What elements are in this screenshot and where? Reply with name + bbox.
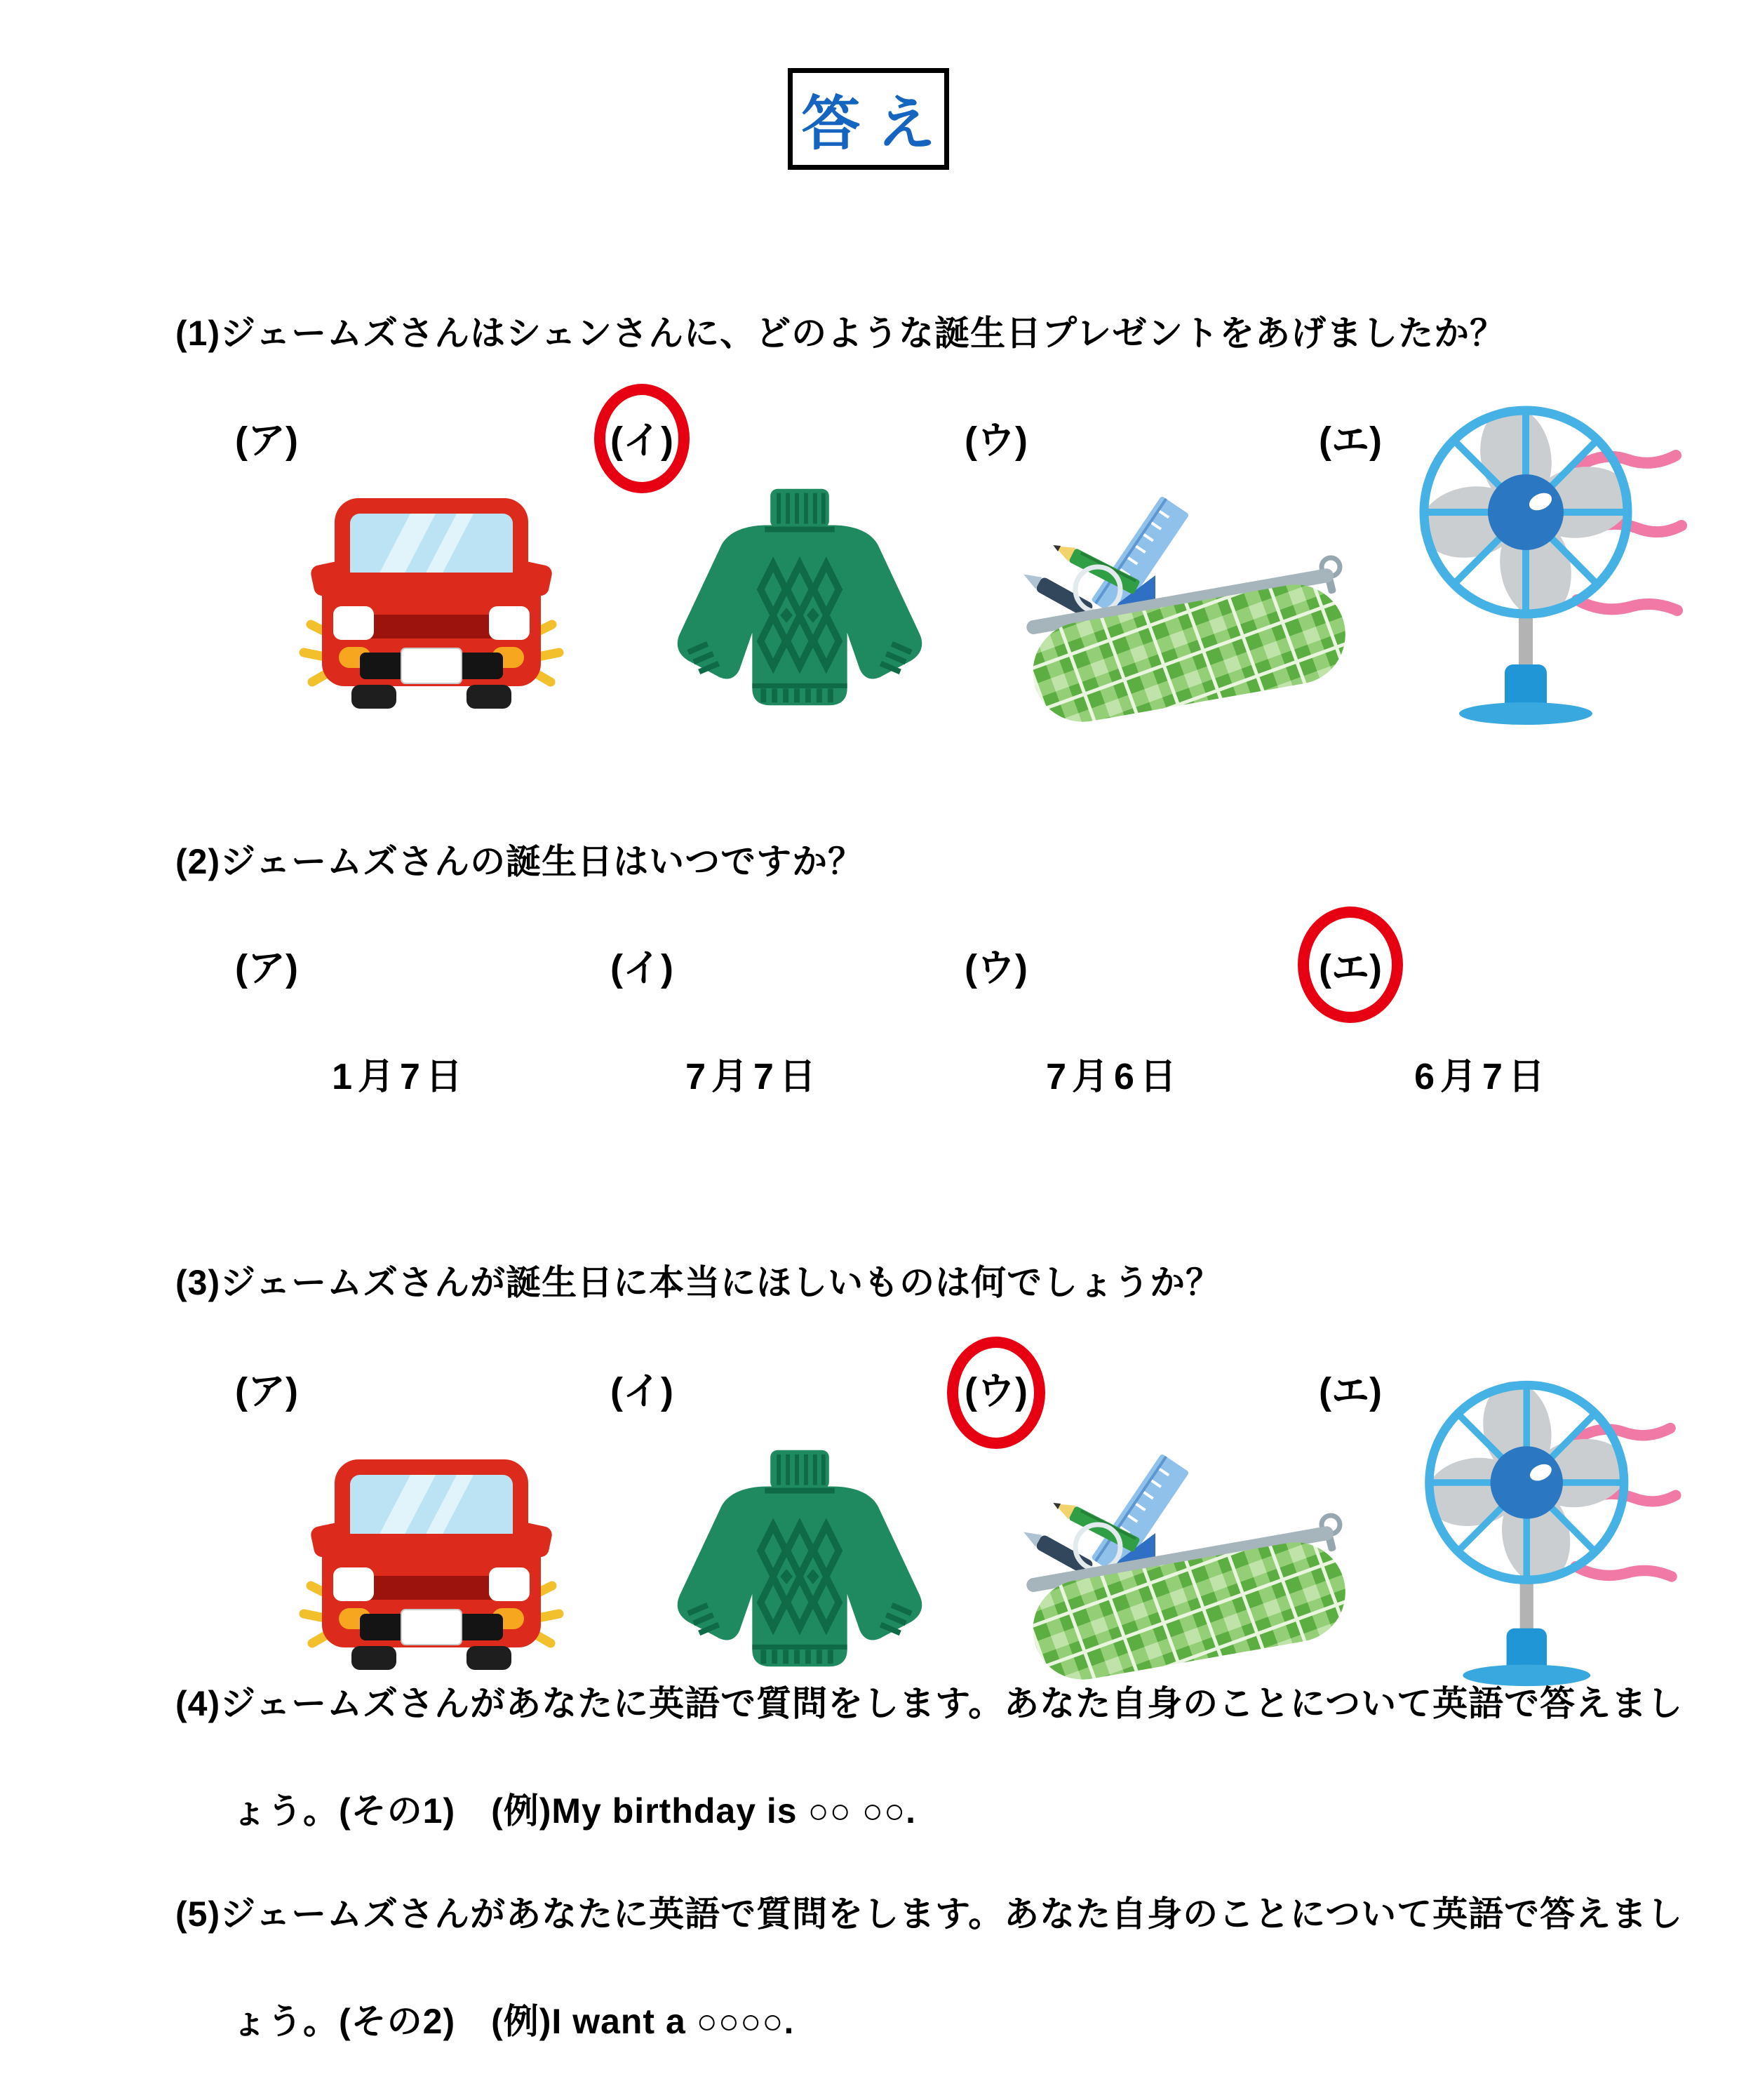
q2-text: (2)ジェームズさんの誕生日はいつですか？ bbox=[175, 842, 864, 881]
page-title: 答 え bbox=[801, 91, 936, 156]
q4-text-line2: ょう。(その1) (例)My birthday is ○○ ○○. bbox=[231, 1791, 917, 1831]
green-sweater-image bbox=[663, 484, 936, 716]
pencil-case-image bbox=[1014, 484, 1364, 726]
q3-option-i-label: (イ) bbox=[610, 1370, 673, 1412]
electric-fan-image bbox=[1406, 396, 1687, 726]
q1-option-u-label: (ウ) bbox=[965, 420, 1028, 462]
q3-text: (3)ジェームズさんが誕生日に本当にほしいものは何でしょうか？ bbox=[175, 1263, 1222, 1302]
q1-option-i-label: (イ) bbox=[610, 420, 673, 462]
q1-option-a-label: (ア) bbox=[235, 420, 298, 462]
q2-answer-circle bbox=[1298, 907, 1403, 1023]
pencil-case-image bbox=[1014, 1442, 1364, 1684]
q2-option-e-label: (エ) bbox=[1319, 947, 1382, 989]
q1-option-e-label: (エ) bbox=[1319, 420, 1382, 462]
q4-text-line1: (4)ジェームズさんがあなたに英語で質問をします。あなた自身のことについて英語で答えまし bbox=[175, 1684, 1684, 1723]
red-car-image bbox=[298, 484, 565, 716]
q3-answer-circle bbox=[947, 1337, 1045, 1449]
q2-option-u-label: (ウ) bbox=[965, 947, 1028, 989]
q1-text: (1)ジェームズさんはシェンさんに、どのような誕生日プレゼントをあげましたか？ bbox=[175, 314, 1506, 353]
q2-option-a-label: (ア) bbox=[235, 947, 298, 989]
q2-date-a: 1月7日 bbox=[332, 1057, 468, 1097]
q2-date-u: 7月6日 bbox=[1046, 1057, 1182, 1097]
q5-text-line2: ょう。(その2) (例)I want a ○○○○. bbox=[231, 2002, 795, 2041]
q3-option-u-label: (ウ) bbox=[965, 1370, 1028, 1412]
q2-date-e: 6月7日 bbox=[1414, 1057, 1550, 1097]
q3-option-e-label: (エ) bbox=[1319, 1370, 1382, 1412]
title-box bbox=[788, 68, 949, 170]
red-car-image bbox=[298, 1445, 565, 1677]
electric-fan-image bbox=[1406, 1372, 1687, 1687]
q3-option-a-label: (ア) bbox=[235, 1370, 298, 1412]
q5-text-line1: (5)ジェームズさんがあなたに英語で質問をします。あなた自身のことについて英語で答えまし bbox=[175, 1894, 1684, 1934]
q2-date-i: 7月7日 bbox=[685, 1057, 821, 1097]
q1-answer-circle bbox=[594, 384, 690, 493]
green-sweater-image bbox=[663, 1445, 936, 1677]
q2-option-i-label: (イ) bbox=[610, 947, 673, 989]
